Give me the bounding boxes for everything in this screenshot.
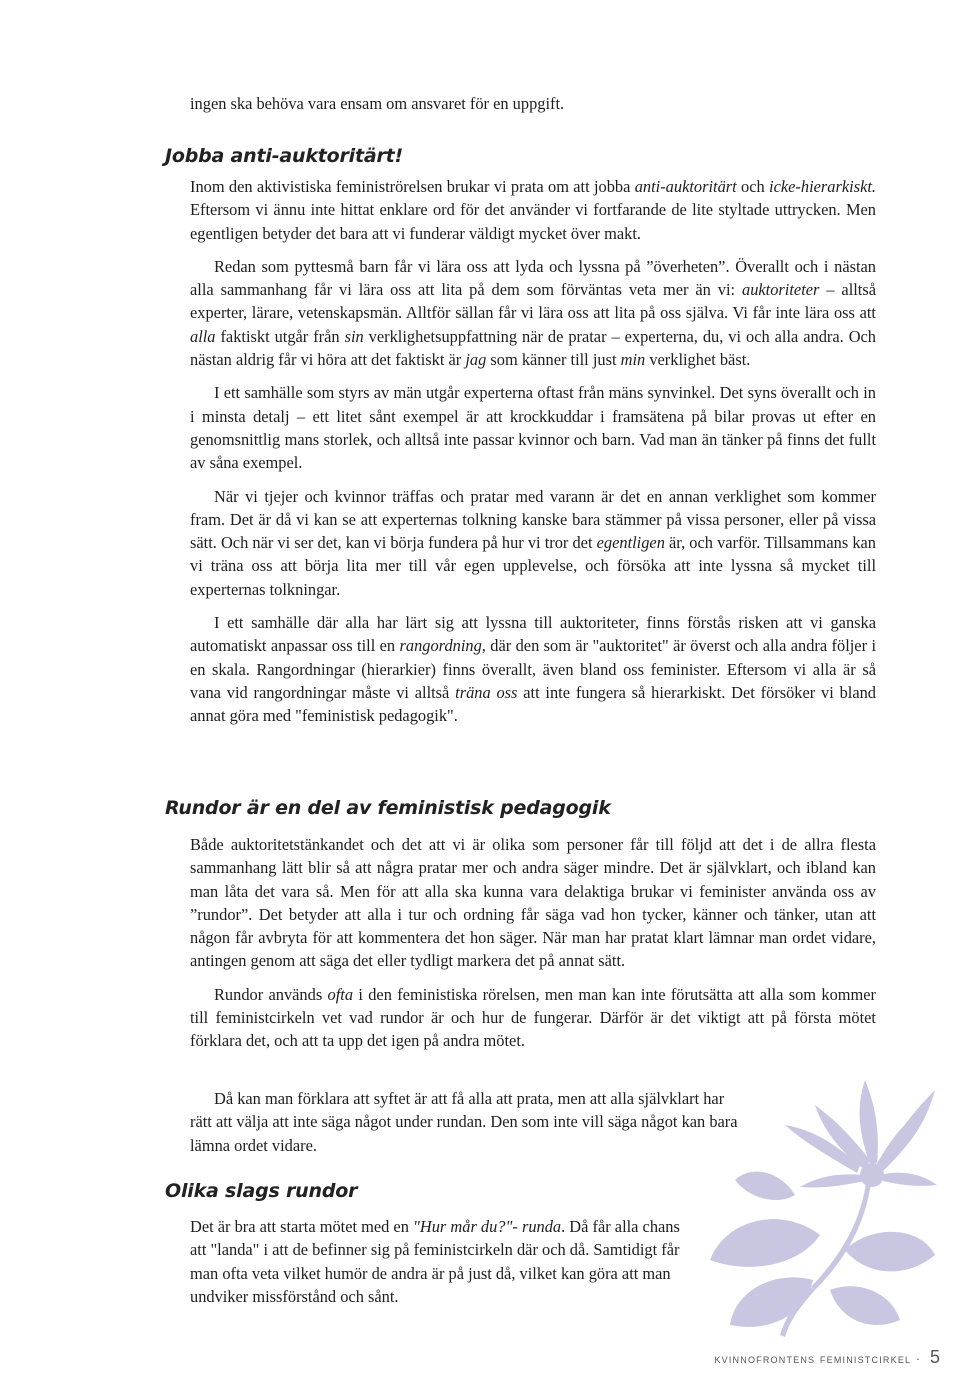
s3-paragraph-1: Det är bra att starta mötet med en "Hur mår du?"- runda. Då får alla chans att "landa" i att de befinner sig på feministcirkeln där och då. Samtidigt får man ofta veta vilket humör de andra är på just då, vilket kan göra att man undviker missförstånd och sånt.: [190, 1217, 680, 1306]
heading-anti-authoritarian: Jobba anti-auktoritärt!: [165, 145, 404, 167]
s1-paragraph-5: I ett samhälle där alla har lärt sig att lyssna till auktoriteter, finns förstås risken att vi ganska automatiskt anpassar oss till en rangordning, där den som är "auktoritet" är överst och alla andra följer i en skala. Rangordningar (hierarkier) finns överallt, även bland oss feminister. Eftersom vi alla är så vana vid rangordningar måste vi alltså träna oss att inte fungera så hierarkiskt. Det försöker vi bland annat göra med "feministisk pedagogik".: [190, 613, 876, 726]
footer-publication-name: kvinnofrontens feministcirkel: [714, 1352, 912, 1366]
section-2-body: [190, 833, 876, 1053]
intro-line: ingen ska behöva vara ensam om ansvaret för en uppgift.: [190, 94, 565, 113]
flower-leaves: [710, 1172, 935, 1327]
flower-bloom: [785, 1080, 937, 1188]
flower-illustration: [695, 1075, 940, 1340]
s1-paragraph-3: I ett samhälle som styrs av män utgår experterna oftast från mäns synvinkel. Det syns överallt och in i minsta detalj – ett litet sånt exempel är att krockkuddar i framsätena på bilar provas ut efter en genomsnittlig mans storlek, och alltså inte passar kvinnor och barn. Vad man än tänker på finns det fullt av såna exempel.: [190, 383, 876, 473]
page-footer: [714, 1347, 940, 1368]
heading-rounds-pedagogy: Rundor är en del av feministisk pedagogik: [165, 797, 611, 819]
s1-paragraph-2: Redan som pyttesmå barn får vi lära oss att lyda och lyssna på ”överheten”. Överallt och i nästan alla sammanhang får vi lära oss att lita på dem som förväntas veta mer än vi: auktoriteter – alltså experter, lärare, vetenskapsmän. Alltför sällan får vi lära oss att lita på oss själva. Vi får inte lära oss att alla faktiskt utgår från sin verklighetsuppfattning när de pratar – experterna, du, vi och alla andra. Och nästan aldrig får vi höra att det faktiskt är jag som känner till just min verklighet bäst.: [190, 256, 877, 370]
heading-kinds-of-rounds: Olika slags rundor: [165, 1180, 358, 1202]
section-1-body: [190, 175, 876, 728]
intro-paragraph: [190, 92, 876, 115]
s2-paragraph-3: Då kan man förklara att syftet är att få alla att prata, men att alla självklart har rätt att välja att inte säga något under rundan. Den som inte vill säga något kan bara lämna ordet vidare.: [190, 1089, 738, 1155]
s1-paragraph-4: När vi tjejer och kvinnor träffas och pratar med varann är det en annan verklighet som kommer fram. Det är då vi kan se att experternas tolkning kanske bara stämmer på vissa personer, eller på vissa sätt. Och när vi ser det, kan vi börja fundera på hur vi tror det egentligen är, och varför. Tillsammans kan vi träna oss att börja lita mer till vår egen upplevelse, och försöka att inte lyssna så mycket till experternas tolkningar.: [190, 486, 876, 599]
section-3-body: [190, 1215, 700, 1308]
s1-paragraph-1: Inom den aktivistiska feministrörelsen brukar vi prata om att jobba anti-auktoritärt och icke-hierarkiskt. Eftersom vi ännu inte hittat enklare ord för det använder vi fortfarande de lite styltade uttrycken. Men egentligen betyder det bara att vi funderar väldigt mycket över makt.: [190, 177, 876, 243]
page-number: 5: [929, 1347, 940, 1367]
footer-separator: ·: [915, 1352, 922, 1366]
section-2-narrow: [190, 1087, 742, 1157]
s2-paragraph-1: Både auktoritetstänkandet och det att vi är olika som personer får till följd att det i de allra flesta sammanhang lätt blir så att några pratar mer och andra säger mindre. Det är självklart, och ibland kan man låta det vara så. Men för att alla ska kunna vara delaktiga brukar vi feminister använda oss av ”rundor”. Det betyder att alla i tur och ordning får säga vad hon tycker, känner och tänker, utan att någon får avbryta för att kommentera det hon säger. När man har pratat klart lämnar man ordet vidare, antingen genom att säga det eller tydligt markera det på annat sätt.: [190, 835, 876, 971]
s2-paragraph-2: Rundor används ofta i den feministiska rörelsen, men man kan inte förutsätta att alla som kommer till feministcirkeln vet vad rundor är och hur de fungerar. Därför är det viktigt att på första mötet förklara det, och att ta upp det igen på andra mötet.: [190, 984, 877, 1051]
